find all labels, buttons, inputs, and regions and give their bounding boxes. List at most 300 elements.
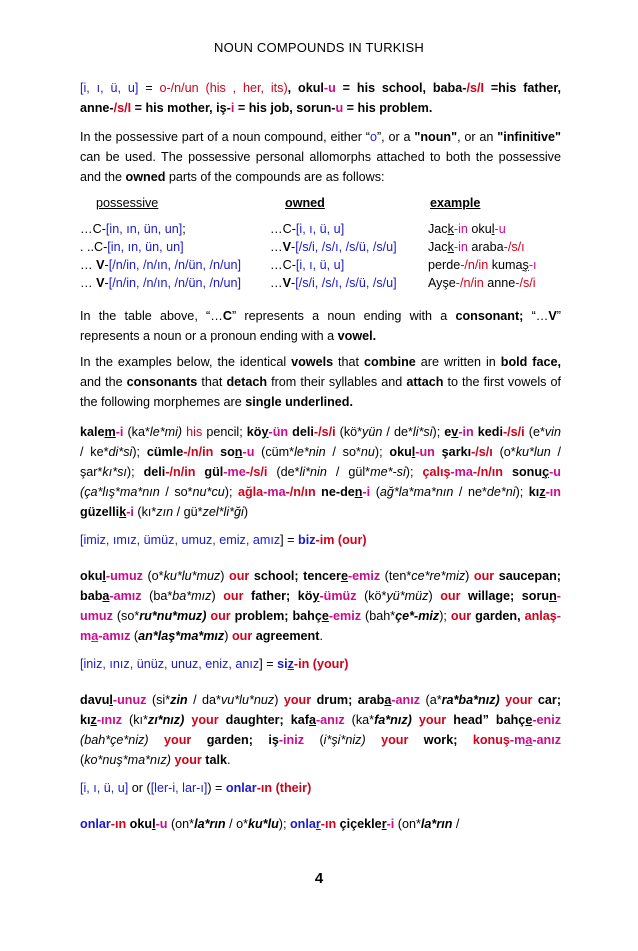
text-segment: ); [278,817,290,831]
text-segment: -/s/i [313,425,336,439]
text-segment: ) = [207,781,226,795]
text-segment: ç [542,465,550,479]
text-segment: onlar [80,817,111,831]
text-segment: ); [224,485,238,499]
text-segment: our [231,629,253,643]
text-segment: gül [195,465,224,479]
text-segment: (kö* [356,589,387,603]
text-segment: -/s/i [502,425,525,439]
text-segment: combine [364,355,416,369]
text-segment: -/n/in [455,276,484,290]
text-segment: consonant; [455,309,524,323]
text-segment: … [270,240,283,254]
text-segment: de*ni [486,485,516,499]
text-segment: ba*mız [172,589,212,603]
text-segment: şarkı [434,445,472,459]
text-segment: l [109,693,113,707]
text-segment: deli [288,425,314,439]
text-segment: -emiz [328,609,362,623]
text-segment: ağ*la*ma*nın [379,485,454,499]
text-segment: ce*re*miz [411,569,466,583]
notation-paragraph [80,306,561,346]
text-segment: (on* [167,817,195,831]
text-segment: / so* [325,445,361,459]
text-segment: ] = [259,657,278,671]
text-segment [366,733,381,747]
text-segment: C [222,309,232,323]
text-segment: kı [528,485,540,499]
text-segment: r [315,817,321,831]
text-segment: ) [220,569,230,583]
text-segment: problem; bahç [230,609,322,623]
text-segment: / ne* [453,485,487,499]
text-segment: a [308,713,316,727]
examples-third-person [80,422,561,522]
text-segment: …C- [270,222,296,236]
text-segment: … [270,276,283,290]
table-row [80,222,561,240]
table-row [80,240,561,258]
text-segment: that [333,355,365,369]
text-segment: davu [80,693,110,707]
text-segment: ş [522,258,529,272]
text-segment: oku [467,222,492,236]
text-segment: , okul [287,81,324,95]
text-segment: ( [130,629,139,643]
text-segment: -ı [528,258,537,272]
table-cell-example [428,222,506,236]
text-segment: [i, ı, ü, u] [295,258,345,272]
text-segment: ] = [280,533,298,547]
text-segment: kö [246,425,262,439]
text-segment: -emiz [347,569,381,583]
text-segment: -umuz [80,589,561,623]
text-segment: [/s/i, /s/ı, /s/ü, /s/u] [295,240,397,254]
text-segment: cümle [146,445,184,459]
text-segment: = his school, baba- [335,81,467,95]
text-segment: your [164,733,192,747]
table-cell-owned [270,222,344,236]
text-segment: ” represents a noun or a pronoun ending with a [80,309,561,343]
text-segment: -ma [450,465,473,479]
text-segment: -amız [98,629,131,643]
text-segment: - [291,276,296,290]
text-segment: (on* [394,817,421,831]
text-segment: zel*li*ği [202,505,244,519]
text-segment: -u [494,222,506,236]
text-segment: o [369,130,377,144]
text-segment: (kı* [122,713,148,727]
text-segment: or ( [128,781,151,795]
text-segment: your [418,713,447,727]
text-segment: zı*nız) [147,713,185,727]
text-segment: attach [406,375,444,389]
text-segment: -/s/i [245,465,268,479]
text-segment: [i, ı, ü, u] [80,781,129,795]
text-segment: e [321,609,329,623]
text-segment: r [381,817,387,831]
text-segment: (kö* [335,425,363,439]
text-segment: kuma [488,258,523,272]
text-segment: garden, [471,609,525,623]
text-segment: , or an [457,130,498,144]
text-segment: vu*lu*nuz [220,693,275,707]
intro-paragraph [80,78,561,118]
text-segment: ) [224,629,232,643]
text-segment: -u [155,817,168,831]
text-segment: = his mother, iş- [131,101,231,115]
text-segment: ); [405,465,423,479]
text-segment: sonu [502,465,543,479]
text-segment: vowel. [337,329,377,343]
examples-our [80,566,561,646]
text-segment: -/n/in [460,258,489,272]
table-row [80,276,561,294]
text-segment: and the [80,375,127,389]
text-segment: n [354,485,363,499]
text-segment: ko*nuş*ma*nız) [84,753,172,767]
text-segment: ku*lu*muz [163,569,221,583]
text-segment: (ça*lış*ma*nın [80,485,160,499]
table-cell-owned [270,258,344,272]
text-segment: o-/n/un (his , her, its) [159,81,288,95]
text-segment: ) [211,589,224,603]
text-segment: -in (your) [293,657,349,671]
text-segment: -u [242,445,255,459]
text-segment: [i, ı, ü, u] [295,222,345,236]
table-cell-example [428,240,525,254]
text-segment: k [119,505,127,519]
text-segment: / gül* [326,465,371,479]
text-segment: deli [143,465,166,479]
text-segment: -eniz [532,713,562,727]
text-segment: (de* [267,465,300,479]
text-segment: -/s/ı [471,445,493,459]
text-segment: our [450,609,472,623]
text-segment: can be used. The possessive personal allomorphs attached to both the possessive and the [80,150,561,184]
text-segment: [/n/in, /n/ın, /n/ün, /n/un] [108,276,242,290]
text-segment: di*si [108,445,133,459]
text-segment: . [319,629,323,643]
text-segment: pencil; [202,425,247,439]
text-segment: anne [483,276,516,290]
text-segment: i [230,101,235,115]
text-segment: / ke* [80,445,109,459]
text-segment: -anız [532,733,562,747]
text-segment: li*nin [299,465,327,479]
text-segment: -u [549,465,561,479]
text-segment: z [539,485,546,499]
text-segment: oku [389,445,412,459]
text-segment: k [447,240,454,254]
text-segment: -in [453,222,468,236]
text-segment: -/n/in [165,465,196,479]
text-segment: -ma [263,485,286,499]
text-segment: bold face, [500,355,562,369]
text-segment: ) [428,589,441,603]
text-segment: / gü* [173,505,203,519]
text-segment: car; kı [80,693,562,727]
text-segment: le*nin [294,445,326,459]
text-segment: konuş [472,733,510,747]
text-segment: v [451,425,459,439]
text-segment: si [277,657,288,671]
text-segment: ( [304,733,324,747]
heading-our [80,530,561,550]
text-segment: çalış [422,465,451,479]
text-segment: -un [415,445,435,459]
text-segment: -i [115,425,124,439]
text-segment: -umuz [105,569,143,583]
text-segment: ağla [237,485,264,499]
text-segment: - [291,240,296,254]
text-segment: z [90,713,97,727]
text-segment: your [174,753,202,767]
text-segment: çiçekle [336,817,382,831]
text-segment: -/n/ın [285,485,316,499]
text-segment: your [283,693,312,707]
text-segment: (si* [146,693,171,707]
text-segment: talk [201,753,228,767]
text-segment: [/n/in, /n/ın, /n/ün, /n/un] [108,258,242,272]
text-segment: -ümüz [319,589,357,603]
text-segment: … [80,258,97,272]
text-segment: -me [223,465,246,479]
text-segment: our [473,569,495,583]
text-segment [412,713,419,727]
text-segment: saucepan; bab [80,569,561,603]
text-segment: zin [170,693,188,707]
text-segment: Ayşe [428,276,456,290]
text-segment: k [447,222,454,236]
text-segment: work; [408,733,458,747]
text-segment: me*-si [370,465,406,479]
text-segment: (kı* [133,505,157,519]
text-segment: ru*nu*muz) [139,609,207,623]
text-segment: ); [132,445,147,459]
text-segment: (bah* [361,609,396,623]
text-segment: [in, ın, ün, un] [107,240,184,254]
text-segment: (ten* [380,569,412,583]
text-segment: / o* [225,817,248,831]
text-segment: ”, or a [376,130,415,144]
text-segment: -ın (their) [256,781,312,795]
text-segment: u [335,101,344,115]
text-segment: -/n/ın [472,465,503,479]
text-segment: to the first vowels of the following morphemes are [80,375,561,409]
text-segment: [/s/i, /s/ı, /s/ü, /s/u] [295,276,397,290]
text-segment: -/s/ı [503,240,525,254]
text-segment: anlaş [524,609,557,623]
text-segment: -ün [268,425,289,439]
text-segment: -anız [315,713,345,727]
table-header-row [80,196,561,214]
text-segment: (o* [142,569,164,583]
text-segment: V [96,258,105,272]
table-header-owned: owned [285,196,325,210]
text-segment: . [227,753,231,767]
text-segment: e [444,425,452,439]
text-segment: [imiz, ımız, ümüz, umuz, emiz, amız [80,533,281,547]
text-segment: le*mi) [149,425,183,439]
text-segment: garden; iş [191,733,279,747]
text-segment: - [104,258,109,272]
text-segment: -amız [109,589,142,603]
text-segment: -iniz [278,733,305,747]
text-segment: la*rın [194,817,226,831]
examples-your [80,690,561,770]
text-segment: … [80,276,97,290]
text-segment: = his job, sorun- [234,101,336,115]
text-segment: In the table above, “… [80,309,223,323]
text-segment: güzelli [80,505,120,519]
text-segment: oku [80,569,103,583]
text-segment: daughter; kaf [218,713,309,727]
text-segment: father; kö [243,589,313,603]
text-segment: V [548,309,557,323]
text-segment: -in [458,425,474,439]
text-segment: [in, ın, ün, un] [105,222,183,236]
text-segment: In the examples below, the identical [80,355,292,369]
text-segment: onla [289,817,316,831]
text-segment: -ın [545,485,561,499]
text-segment [457,733,472,747]
text-segment: onlar [225,781,257,795]
text-segment: kedi [473,425,503,439]
text-segment: -ın [110,817,127,831]
text-segment: nu [360,445,375,459]
text-segment: -ın [320,817,337,831]
text-segment: ) [465,569,474,583]
text-segment: your [381,733,409,747]
text-segment: "noun" [414,130,458,144]
text-segment: school; tencer [249,569,341,583]
text-segment: l [491,222,495,236]
text-segment: [ler-i, lar-ı] [150,781,208,795]
text-segment: yü*müz [386,589,429,603]
text-segment: our [229,569,250,583]
text-segment: m [104,425,116,439]
text-segment: ; [182,222,186,236]
table-cell-possessive [80,240,184,254]
text-segment: araba [467,240,504,254]
text-segment: a [525,733,533,747]
text-segment: so [213,445,235,459]
text-segment: l [411,445,416,459]
text-segment: (o* [492,445,516,459]
text-segment: detach [226,375,268,389]
text-segment: / da* [187,693,221,707]
text-segment: z [287,657,294,671]
text-segment: (cüm* [254,445,295,459]
text-segment: ); [439,609,451,623]
text-segment: l [152,817,156,831]
text-segment: [i, ı, ü, u] [80,81,139,95]
text-segment: drum; arab [311,693,385,707]
table-header-example: example [430,196,481,210]
text-segment: / [452,817,460,831]
text-segment: (ka* [344,713,375,727]
text-segment: ) [243,505,249,519]
text-segment: perde [428,258,461,272]
text-segment: an*laş*ma*mız [138,629,225,643]
text-segment: / de* [382,425,413,439]
text-segment: -i [126,505,134,519]
text-segment: = his problem. [343,101,433,115]
text-segment: consonants [126,375,198,389]
table-cell-owned [270,240,397,254]
text-segment: ku*lun [515,445,551,459]
text-segment: V [282,240,291,254]
text-segment: /s/I [113,101,132,115]
table-header-possessive: possessive [96,196,159,210]
text-segment: -/n/in [183,445,214,459]
table-cell-owned [270,276,397,290]
text-segment: nu*cu [192,485,225,499]
text-segment: our [440,589,461,603]
text-segment: willage; soru [460,589,550,603]
text-segment: head” bahç [446,713,526,727]
text-segment: his [182,425,203,439]
text-segment: ); [515,485,529,499]
text-segment: Jac [428,222,448,236]
text-segment: (ba* [141,589,173,603]
text-segment: agreement [252,629,320,643]
text-segment: çe*-miz [395,609,440,623]
heading-your [80,654,561,674]
text-segment: parts of the compounds are as follows: [165,170,385,184]
table-cell-possessive [80,222,186,236]
text-segment: your [191,713,219,727]
text-segment: -u [323,81,336,95]
text-segment: ra*ba*nız) [441,693,500,707]
text-segment: -im (our) [315,533,367,547]
text-segment: -unuz [112,693,147,707]
text-segment: -anız [391,693,421,707]
text-segment: ku*lu [247,817,279,831]
text-segment: Jac [428,240,448,254]
text-segment: y [312,589,320,603]
table-cell-example [428,258,537,272]
text-segment [149,733,164,747]
text-segment: yün [362,425,383,439]
text-segment: = [138,81,160,95]
text-segment: ” represents a noun ending with a [231,309,456,323]
table-cell-possessive [80,276,241,290]
text-segment: are written in [415,355,501,369]
text-segment: single underlined. [245,395,353,409]
text-segment: - [104,276,109,290]
possessive-explanation-paragraph [80,127,561,187]
text-segment: “… [523,309,549,323]
text-segment: ); [126,465,144,479]
page-number: 4 [314,870,324,887]
text-segment: (a* [420,693,442,707]
table-cell-example [428,276,536,290]
text-segment: owned [125,170,166,184]
text-segment: [iniz, ınız, ünüz, unuz, eniz, anız [80,657,260,671]
table-cell-possessive [80,258,241,272]
text-segment: (so* [112,609,140,623]
text-segment: oku [126,817,153,831]
text-segment: =his father, anne- [80,81,562,115]
text-segment: / şar* [80,445,562,479]
text-segment: that [197,375,227,389]
examples-intro-paragraph [80,352,561,412]
text-segment: our [210,609,231,623]
text-segment: vin [544,425,561,439]
text-segment: ( [370,485,380,499]
